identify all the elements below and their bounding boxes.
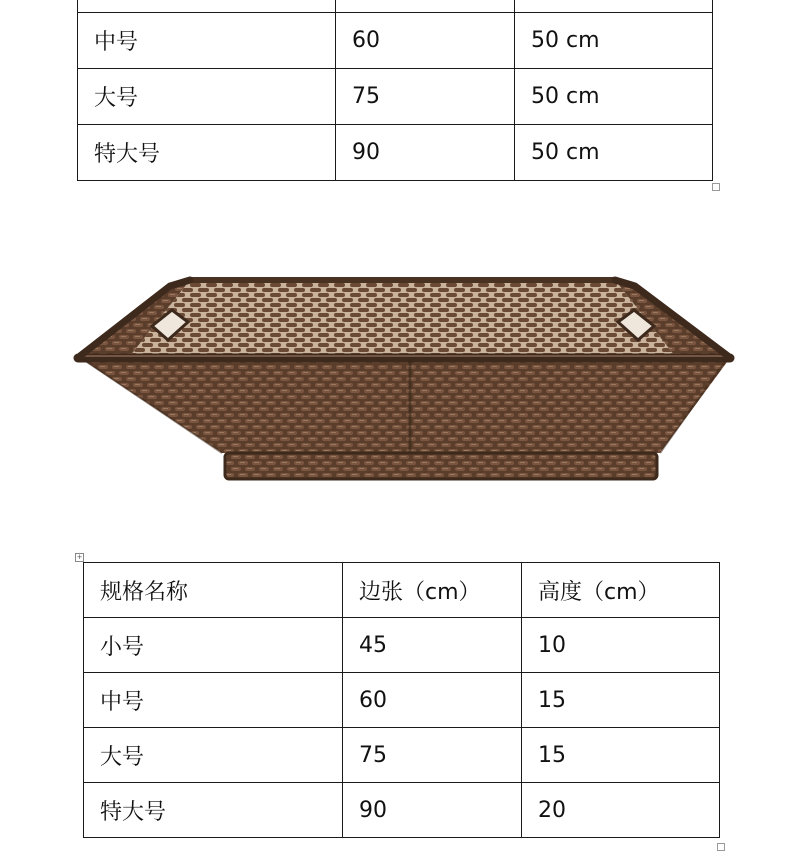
side-length-cell: 90 xyxy=(343,783,522,838)
table-header-row xyxy=(84,563,720,618)
basket-front-wall xyxy=(80,358,730,453)
header-height: 高度（cm） xyxy=(522,563,720,618)
size-table-top xyxy=(77,0,713,181)
size-name-cell: 大号 xyxy=(78,69,336,125)
size-name-cell: 中号 xyxy=(84,673,343,728)
table-row xyxy=(78,13,713,69)
value-cell: 50 cm xyxy=(515,69,713,125)
size-name-cell: 特大号 xyxy=(78,125,336,181)
table-row xyxy=(84,783,720,838)
height-cell: 15 xyxy=(522,728,720,783)
table-cell xyxy=(515,0,713,13)
size-name-cell: 小号 xyxy=(84,618,343,673)
size-name-cell: 中号 xyxy=(78,13,336,69)
value-cell: 50 cm xyxy=(515,125,713,181)
table-end-marker xyxy=(712,183,720,191)
header-side-length: 边张（cm） xyxy=(343,563,522,618)
value-cell: 50 cm xyxy=(515,13,713,69)
side-length-cell: 75 xyxy=(336,69,515,125)
table-row xyxy=(78,0,713,13)
side-length-cell: 45 xyxy=(343,618,522,673)
size-name-cell: 特大号 xyxy=(84,783,343,838)
side-length-cell: 90 xyxy=(336,125,515,181)
basket-inner-wall xyxy=(130,280,675,356)
size-table xyxy=(83,562,720,838)
table-row xyxy=(84,618,720,673)
side-length-cell: 75 xyxy=(343,728,522,783)
size-name-cell: 大号 xyxy=(84,728,343,783)
table-row xyxy=(84,728,720,783)
table-row xyxy=(78,69,713,125)
table-row xyxy=(84,673,720,728)
table-move-handle-icon[interactable]: + xyxy=(76,553,83,561)
height-cell: 20 xyxy=(522,783,720,838)
basket-base xyxy=(225,453,657,479)
woven-basket-image xyxy=(70,268,735,488)
side-length-cell: 60 xyxy=(336,13,515,69)
side-length-cell: 60 xyxy=(343,673,522,728)
table-end-marker xyxy=(717,843,725,851)
header-size-name: 规格名称 xyxy=(84,563,343,618)
table-row xyxy=(78,125,713,181)
height-cell: 15 xyxy=(522,673,720,728)
table-cell xyxy=(336,0,515,13)
table-cell xyxy=(78,0,336,13)
height-cell: 10 xyxy=(522,618,720,673)
